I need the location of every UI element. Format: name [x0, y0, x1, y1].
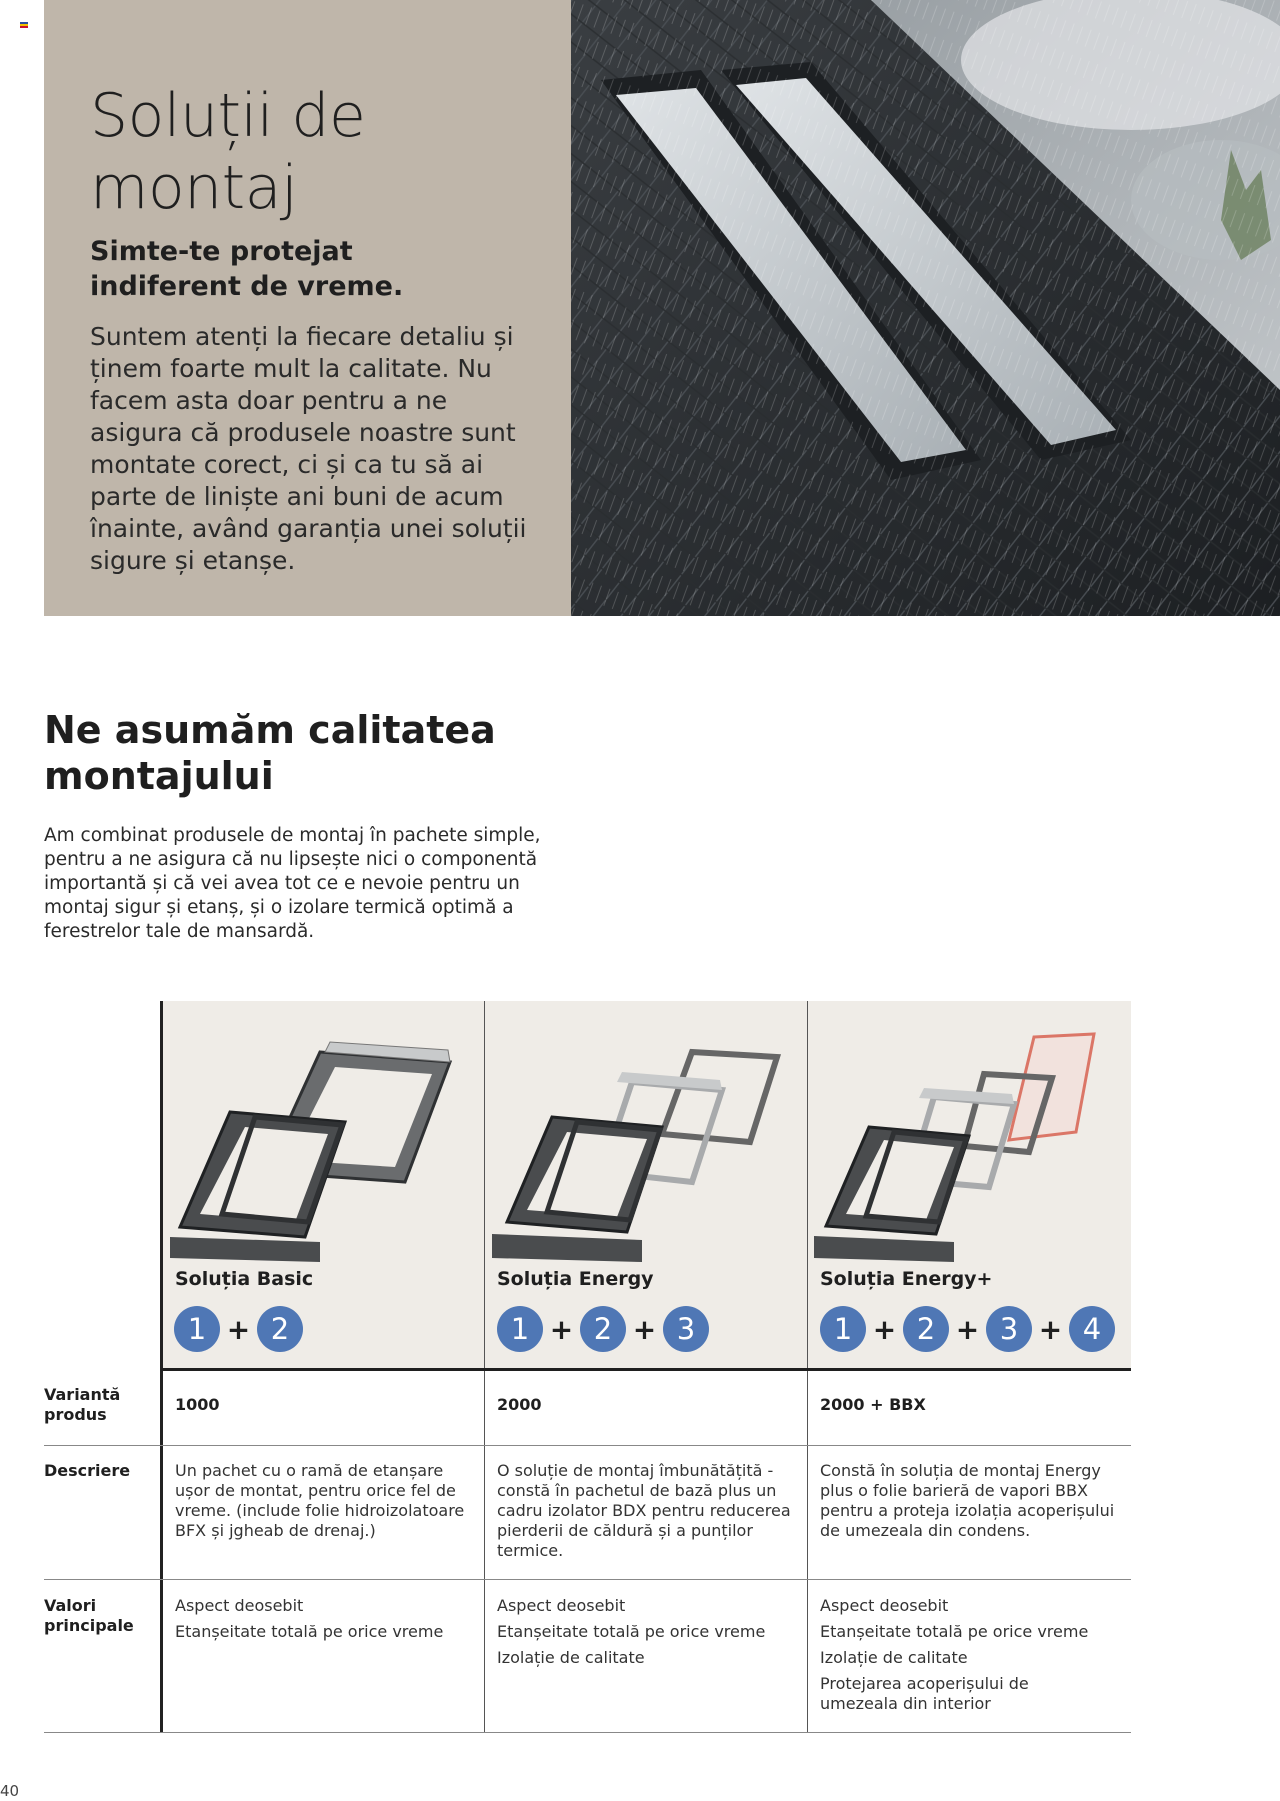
- row-label-variant: Variantă produs: [44, 1385, 121, 1424]
- variant-value: 1000: [175, 1395, 220, 1414]
- roof-photo-svg: [571, 0, 1280, 616]
- value-item: Izolație de calitate: [497, 1648, 645, 1667]
- plus-sign: +: [632, 1312, 657, 1346]
- number-badge: 3: [663, 1306, 709, 1352]
- row-divider: [44, 1445, 1131, 1446]
- title-line-1: Soluții de: [90, 81, 366, 151]
- column-divider: [484, 1001, 485, 1732]
- number-badge: 1: [820, 1306, 866, 1352]
- column-divider: [807, 1001, 808, 1732]
- number-badge: 1: [174, 1306, 220, 1352]
- value-item: Aspect deosebit: [497, 1596, 626, 1615]
- value-item: Izolație de calitate: [820, 1648, 968, 1667]
- number-badge: 2: [903, 1306, 949, 1352]
- row-divider: [44, 1732, 1131, 1733]
- value-item: Protejarea acoperișului de umezeala din interior: [820, 1674, 1029, 1713]
- variant-value: 2000: [497, 1395, 542, 1414]
- page-number: 40: [0, 1782, 20, 1800]
- description-text: O soluție de montaj îmbunătățită - constă în pachetul de bază plus un cadru izolator BDX pentru reducerea pierderii de căldură și a punților termice.: [497, 1461, 791, 1560]
- number-badge: 1: [497, 1306, 543, 1352]
- plus-sign: +: [549, 1312, 574, 1346]
- column-divider: [160, 1001, 163, 1732]
- row-divider: [44, 1579, 1131, 1580]
- value-item: Aspect deosebit: [820, 1596, 949, 1615]
- values-list: [820, 1596, 1110, 1720]
- number-badge: 2: [580, 1306, 626, 1352]
- title-line-2: montaj: [90, 153, 298, 223]
- table-header-rule: [161, 1368, 1131, 1371]
- plus-sign: +: [872, 1312, 897, 1346]
- page-title: [90, 80, 365, 224]
- number-badge: 3: [986, 1306, 1032, 1352]
- hero-body: Suntem atenți la fiecare detaliu și ținem foarte mult la calitate. Nu facem asta doar pentru a ne asigura că produsele noastre sunt montate corect, ci și ca tu să ai parte de liniște ani buni de acum înainte, având garanția unei soluții sigure și etanșe.: [90, 322, 527, 575]
- badge-group-energy-plus: [820, 1306, 1115, 1352]
- row-label-description: Descriere: [44, 1461, 131, 1480]
- badge-group-energy: [497, 1306, 709, 1352]
- section-body: Am combinat produsele de montaj în pachete simple, pentru a ne asigura că nu lipsește nici o componentă importantă și că vei avea tot ce e nevoie pentru un montaj sigur și etanș, și o izolare termică optimă a ferestrelor tale de mansardă.: [44, 825, 541, 942]
- badge-group-basic: [174, 1306, 303, 1352]
- solution-name: Soluția Basic: [175, 1268, 314, 1290]
- description-text: Un pachet cu o ramă de etanșare ușor de montat, pentru orice fel de vreme. (include folie hidroizolatoare BFX și jgheab de drenaj.): [175, 1461, 465, 1540]
- flag-icon: [20, 22, 28, 28]
- section-title: Ne asumăm calitatea montajului: [44, 708, 496, 798]
- flashing-kit-energy-plus-illustration: [814, 1022, 1104, 1262]
- value-item: Aspect deosebit: [175, 1596, 304, 1615]
- solution-name: Soluția Energy+: [820, 1268, 993, 1290]
- row-label-values: Valori principale: [44, 1596, 134, 1635]
- flashing-kit-basic-illustration: [170, 1022, 460, 1262]
- variant-value: 2000 + BBX: [820, 1395, 926, 1414]
- value-item: Etanșeitate totală pe orice vreme: [820, 1622, 1089, 1641]
- flashing-kit-energy-illustration: [492, 1022, 782, 1262]
- solution-name: Soluția Energy: [497, 1268, 654, 1290]
- plus-sign: +: [955, 1312, 980, 1346]
- value-item: Etanșeitate totală pe orice vreme: [175, 1622, 444, 1641]
- value-item: Etanșeitate totală pe orice vreme: [497, 1622, 766, 1641]
- hero-subtitle: Simte-te protejat indiferent de vreme.: [90, 236, 404, 302]
- number-badge: 4: [1069, 1306, 1115, 1352]
- description-text: Constă în soluția de montaj Energy plus o folie barieră de vapori BBX pentru a proteja izolația acoperișului de umezeala din condens.: [820, 1461, 1115, 1540]
- roof-window-photo: [571, 0, 1280, 616]
- values-list: [175, 1596, 475, 1648]
- number-badge: 2: [257, 1306, 303, 1352]
- plus-sign: +: [1038, 1312, 1063, 1346]
- plus-sign: +: [226, 1312, 251, 1346]
- values-list: [497, 1596, 797, 1674]
